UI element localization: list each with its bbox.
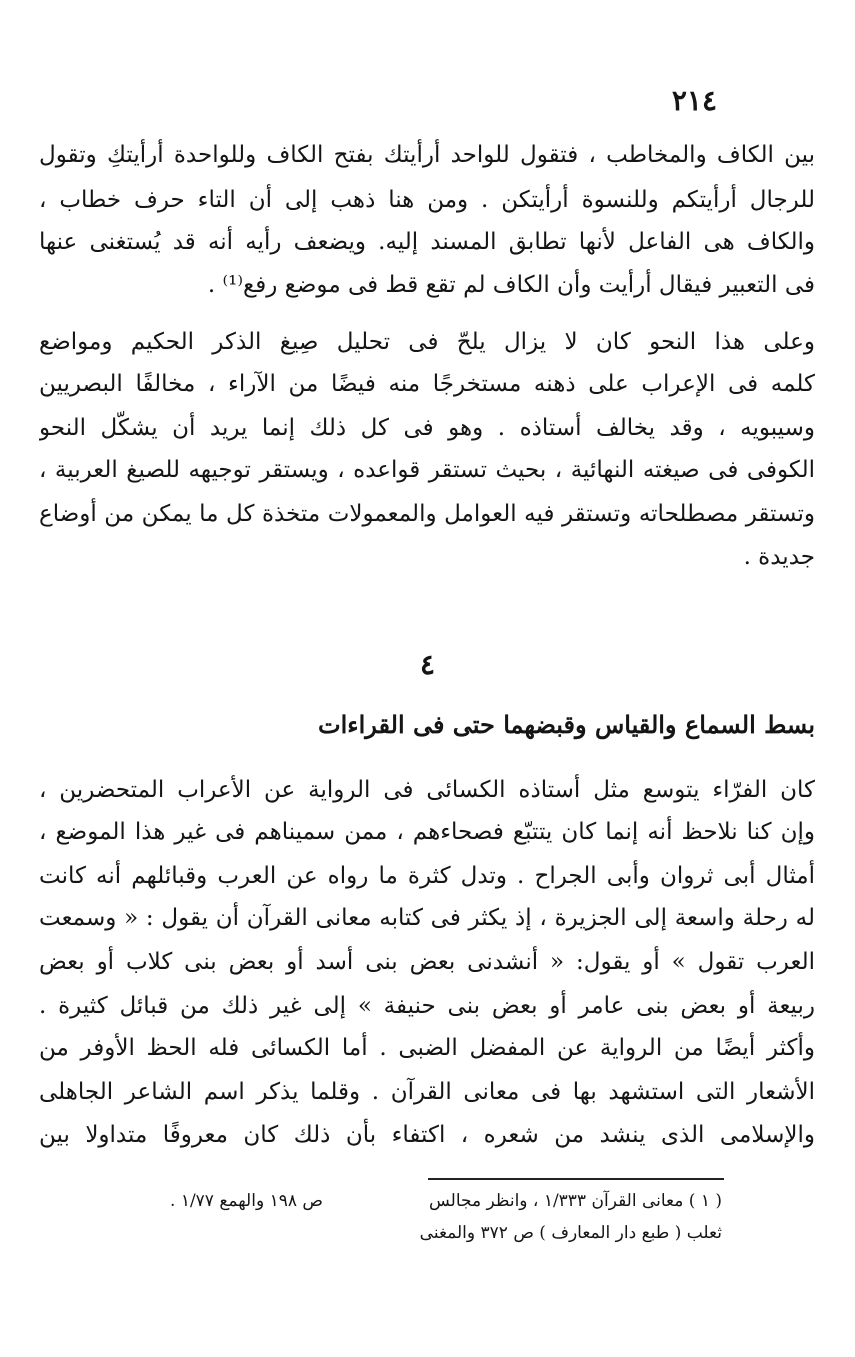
paragraph-2-line-1: وعلى هذا النحو كان لا يزال يلحّ فى تحليل صِيغ الذكر الحكيم ومواضع [39, 329, 815, 355]
paragraph-3-line-5: العرب تقول » أو يقول: « أنشدنى بعض بنى أسد أو بعض بنى كلاب أو بعض [39, 949, 815, 975]
paragraph-3-line-7: وأكثر أيضًا من الرواية عن المفضل الضبى . أما الكسائى فله الحظ الأوفر من [39, 1035, 815, 1061]
section-title: بسط السماع والقياس وقبضهما حتى فى القراءات [318, 710, 815, 739]
paragraph-2-line-2: كلمه فى الإعراب على ذهنه مستخرجًا منه فيضًا من الآراء ، مخالفًا البصريين [39, 371, 815, 397]
paragraph-1-line-4: فى التعبير فيقال أرأيت وأن الكاف لم تقع قط فى موضع رفع⁽¹⁾ . [207, 272, 815, 298]
paragraph-3-line-1: كان الفرّاء يتوسع مثل أستاذه الكسائى فى الرواية عن الأعراب المتحضرين ، [39, 777, 815, 803]
paragraph-2-line-4: الكوفى فى صيغته النهائية ، بحيث تستقر قواعده ، ويستقر توجيهه للصيغ العربية ، [39, 457, 815, 483]
footnote-line-2: ثعلب ( طبع دار المعارف ) ص ٣٧٢ والمغنى [419, 1223, 722, 1243]
paragraph-1-line-3: والكاف هى الفاعل لأنها تطابق المسند إليه. ويضعف رأيه أنه قد يُستغنى عنها [39, 229, 815, 255]
paragraph-3-line-4: له رحلة واسعة إلى الجزيرة ، إذ يكثر فى كتابه معانى القرآن أن يقول : « وسمعت [39, 905, 815, 931]
paragraph-3-line-9: والإسلامى الذى ينشد من شعره ، اكتفاء بأن ذلك كان معروفًا متداولا بين [39, 1122, 815, 1148]
footnote-line-1-left: ص ١٩٨ والهمع ١/٧٧ . [170, 1191, 323, 1211]
paragraph-1-line-2: للرجال أرأيتكم وللنسوة أرأيتكن . ومن هنا ذهب إلى أن التاء حرف خطاب ، [39, 187, 815, 213]
paragraph-1-line-1: بين الكاف والمخاطب ، فتقول للواحد أرأيتك بفتح الكاف وللواحدة أرأيتكِ وتقول [39, 142, 815, 168]
footnote-line-1-right: ( ١ ) معانى القرآن ١/٣٣٣ ، وانظر مجالس [429, 1191, 722, 1211]
paragraph-2-line-3: وسيبويه ، وقد يخالف أستاذه . وهو فى كل ذلك إنما يريد أن يشكّل النحو [39, 415, 815, 441]
paragraph-2-line-6: جديدة . [743, 544, 815, 570]
paragraph-2-line-5: وتستقر مصطلحاته وتستقر فيه العوامل والمعمولات متخذة كل ما يمكن من أوضاع [39, 501, 815, 527]
page-number: ٢١٤ [671, 84, 717, 117]
paragraph-3-line-2: وإن كنا نلاحظ أنه إنما كان يتتبّع فصحاءهم ، ممن سميناهم فى غير هذا الموضع ، [39, 819, 815, 845]
paragraph-3-line-6: ربيعة أو بعض بنى عامر أو بعض بنى حنيفة » إلى غير ذلك من قبائل كثيرة . [39, 993, 815, 1019]
paragraph-3-line-3: أمثال أبى ثروان وأبى الجراح . وتدل كثرة ما رواه عن العرب وقبائلهم أنه كانت [39, 863, 815, 889]
section-number: ٤ [419, 648, 436, 681]
paragraph-3-line-8: الأشعار التى استشهد بها فى معانى القرآن . وقلما يذكر اسم الشاعر الجاهلى [39, 1079, 815, 1105]
footnote-divider [428, 1178, 724, 1180]
